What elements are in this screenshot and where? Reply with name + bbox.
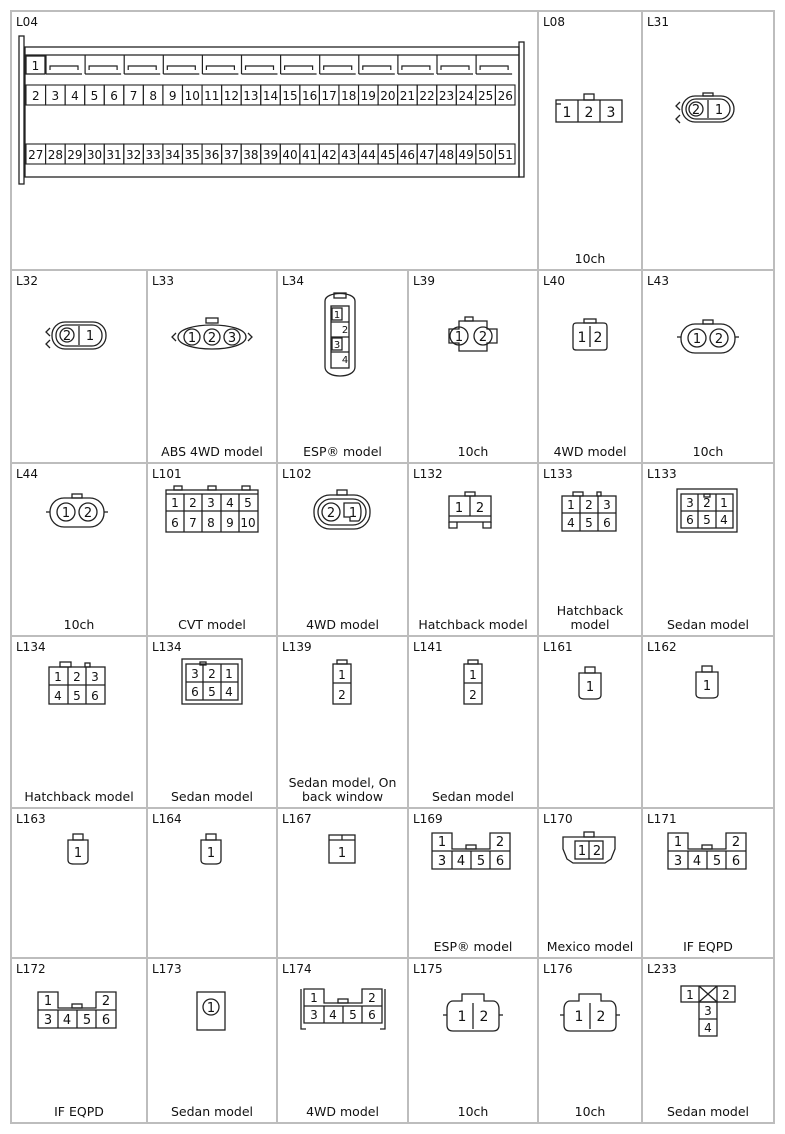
pin-label: 42 [321,148,337,162]
pin-label: 27 [28,148,44,162]
connector-code: L101 [152,467,182,481]
pin-label: 2 [31,89,40,103]
connector-L172-icon [12,959,146,1122]
pin-label: 4 [720,513,728,527]
pin-label: 1 [206,1001,216,1016]
connector-L134-sedan-icon [148,637,276,807]
connector-code: L102 [282,467,312,481]
cell-L175 [409,959,537,1122]
connector-L134-hatchback-icon [12,637,146,807]
pin-label: 23 [438,89,455,103]
pin-label: 49 [458,148,474,162]
pin-label: 3 [704,1004,712,1018]
cell-L163 [12,809,146,957]
pin-label: 2 [479,1009,489,1025]
pin-label: 2 [731,835,741,850]
connector-L39-icon [409,271,537,462]
pin-label: 2 [722,988,730,1002]
pin-label: 30 [86,148,103,162]
cell-L101 [148,464,276,635]
connector-caption: 4WD model [306,1104,379,1119]
pin-label: 4 [704,1021,712,1035]
pin-label: 28 [47,148,63,162]
connector-code: L139 [282,640,312,654]
cell-L171 [643,809,773,957]
caption-line: Sedan model, On [288,775,397,790]
pin-label: 13 [243,89,259,103]
pin-label: 1 [720,496,728,510]
connector-code: L164 [152,812,182,826]
pin-label: 2 [478,330,488,345]
connector-code: L161 [543,640,573,654]
cell-L43 [643,271,773,462]
pin-label: 8 [149,89,157,103]
connector-caption [280,776,405,804]
cell-L167 [278,809,407,957]
pin-label: 4 [341,355,349,366]
cell-L04 [12,12,537,269]
pin-label: 2 [62,329,72,344]
pin-label: 4 [54,689,62,703]
pin-label: 2 [73,670,81,684]
pin-label: 1 [585,680,595,695]
pin-label: 46 [399,148,416,162]
pin-label: 10 [240,516,256,530]
cell-L172 [12,959,146,1122]
pin-label: 6 [603,516,611,530]
cell-L133-sedan [643,464,773,635]
pin-label: 48 [438,148,455,162]
pin-label: 2 [593,330,603,346]
connector-caption: ESP® model [303,444,382,459]
connector-L132-icon [409,464,537,635]
pin-label: 3 [603,498,611,512]
connector-L101-icon [148,464,276,635]
latch-notch [206,66,234,70]
pin-label: 3 [606,105,616,121]
connector-L164-icon [148,809,276,957]
pin-label: 1 [673,835,683,850]
pin-label: 2 [368,991,376,1005]
pin-label: 2 [714,332,724,347]
caption-line: back window [301,789,384,804]
pin-label: 51 [497,148,513,162]
latch-notch [480,66,508,70]
pin-label: 1 [577,330,587,346]
cell-L169 [409,809,537,957]
pin-label: 1 [469,668,477,682]
pin-label: 2 [189,496,197,510]
pin-label: 1 [333,310,341,321]
connector-code: L39 [413,274,435,288]
caption-line: model [570,617,610,632]
pin-label: 4 [567,516,575,530]
connector-code: L141 [413,640,443,654]
pin-label: 2 [585,498,593,512]
pin-label: 47 [419,148,435,162]
pin-label: 25 [478,89,494,103]
connector-L44-icon [12,464,146,635]
pin-label: 5 [90,89,99,103]
pin-label: 6 [110,89,118,103]
pin-label: 10 [184,89,200,103]
connector-L175-icon [409,959,537,1122]
pin-label: 4 [225,685,233,699]
pin-label: 6 [731,854,741,869]
connector-L167-icon [278,809,407,957]
connector-code: L133 [543,467,573,481]
pin-label: 14 [262,89,279,103]
connector-code: L170 [543,812,573,826]
connector-caption: 10ch [692,444,724,459]
connector-code: L176 [543,962,573,976]
latch-notch [50,66,78,70]
pin-label: 1 [61,506,71,521]
connector-L170-icon [539,809,641,957]
connector-L174-icon [278,959,407,1122]
pin-label: 45 [380,148,396,162]
connector-L133-sedan-icon [643,464,773,635]
pin-label: 21 [399,89,416,103]
pin-label: 1 [454,330,464,345]
pin-label: 1 [54,670,62,684]
pin-label: 1 [338,668,346,682]
pin-label: 1 [73,846,83,861]
connector-caption: IF EQPD [54,1104,104,1119]
cell-L32 [12,271,146,462]
pin-label: 1 [85,329,95,344]
pin-label: 2 [83,506,93,521]
connector-code: L171 [647,812,677,826]
pin-label: 11 [204,89,220,103]
cell-L31 [643,12,773,269]
pin-label: 2 [475,501,485,516]
connector-code: L44 [16,467,38,481]
cell-L44 [12,464,146,635]
connector-caption: Hatchback model [418,617,528,632]
pin-label: 6 [101,1013,111,1028]
pin-label: 2 [101,994,111,1009]
cell-L173 [148,959,276,1122]
connector-code: L162 [647,640,677,654]
connector-caption: Hatchback model [24,789,134,804]
pin-label: 1 [567,498,575,512]
pin-label: 2 [338,688,346,702]
cell-L162 [643,637,773,807]
connector-caption: 10ch [457,444,489,459]
cell-L40 [539,271,641,462]
pin-label: 2 [326,506,336,521]
cell-L139 [278,637,407,807]
pin-label: 1 [714,103,724,118]
pin-label: 1 [31,59,40,73]
pin-label: 1 [577,844,587,859]
connector-code: L172 [16,962,46,976]
pin-label: 1 [692,332,702,347]
cell-L102 [278,464,407,635]
pin-label: 20 [380,89,396,103]
pin-label: 1 [171,496,179,510]
pin-label: 36 [204,148,220,162]
pin-label: 5 [349,1008,357,1022]
pin-label: 3 [333,340,341,351]
connector-code: L233 [647,962,677,976]
cell-L174 [278,959,407,1122]
latch-notch [128,66,156,70]
connector-caption: 10ch [574,251,606,266]
connector-L176-icon [539,959,641,1122]
pin-label: 33 [145,148,161,162]
pin-label: 2 [584,105,594,121]
pin-label: 35 [184,148,200,162]
pin-label: 3 [227,331,237,346]
pin-label: 41 [301,148,318,162]
connector-code: L08 [543,15,565,29]
connector-caption: Sedan model [170,789,254,804]
pin-label: 1 [225,667,233,681]
pin-label: 3 [207,496,215,510]
connector-code: L133 [647,467,677,481]
pin-label: 44 [360,148,376,162]
connector-code: L31 [647,15,669,29]
connector-caption: Sedan model [666,1104,750,1119]
pin-label: 1 [457,1009,467,1025]
pin-label: 3 [51,89,60,103]
pin-label: 1 [43,994,53,1009]
pin-label: 5 [712,854,722,869]
cell-L164 [148,809,276,957]
connector-L34-icon [278,271,407,462]
cell-L170 [539,809,641,957]
pin-label: 4 [62,1013,72,1028]
connector-code: L43 [647,274,669,288]
connector-caption: ABS 4WD model [161,444,263,459]
connector-code: L132 [413,467,443,481]
connector-code: L173 [152,962,182,976]
pin-label: 3 [310,1008,318,1022]
pin-label: 3 [91,670,99,684]
connector-code: L34 [282,274,304,288]
connector-caption: 10ch [457,1104,489,1119]
pin-label: 7 [189,516,197,530]
pin-label: 24 [458,89,474,103]
connector-caption: Sedan model [431,789,515,804]
pin-label: 22 [419,89,435,103]
pin-label: 15 [282,89,298,103]
connector-L171-icon [643,809,773,957]
cell-L08 [539,12,641,269]
cell-L134-sedan [148,637,276,807]
connector-L169-icon [409,809,537,957]
pin-label: 18 [341,89,357,103]
connector-L161-icon [539,637,641,807]
pin-label: 40 [282,148,298,162]
connector-caption: ESP® model [433,939,513,954]
cell-L132 [409,464,537,635]
pin-label: 34 [165,148,181,162]
pin-label: 5 [208,685,216,699]
pin-label: 6 [91,689,99,703]
connector-caption [541,604,639,632]
connector-L40-icon [539,271,641,462]
connector-L08-icon [539,12,641,269]
pin-label: 19 [360,89,376,103]
pin-label: 1 [206,846,216,861]
latch-notch [441,66,469,70]
pin-label: 17 [321,89,337,103]
connector-L31-icon [643,12,773,269]
pin-label: 3 [673,854,683,869]
connector-caption: IF EQPD [683,939,733,954]
connector-L233-icon [643,959,773,1122]
pin-label: 1 [702,679,712,694]
connector-code: L40 [543,274,565,288]
cell-L34 [278,271,407,462]
pin-label: 1 [574,1009,584,1025]
pin-label: 4 [692,854,702,869]
pin-label: 1 [562,105,572,121]
connector-caption: Mexico model [546,939,634,954]
cell-L141 [409,637,537,807]
pin-label: 6 [368,1008,376,1022]
pin-label: 5 [73,689,81,703]
latch-notch [324,66,352,70]
pin-label: 2 [592,844,602,859]
pin-label: 38 [243,148,259,162]
connector-code: L175 [413,962,443,976]
pin-label: 1 [437,835,447,850]
pin-label: 7 [129,89,138,103]
cell-L133-hatchback [539,464,641,635]
pin-label: 2 [469,688,477,702]
connector-caption: CVT model [178,617,246,632]
pin-label: 1 [337,846,347,861]
pin-label: 31 [106,148,122,162]
connector-code: L134 [152,640,182,654]
connector-code: L163 [16,812,46,826]
pin-label: 6 [171,516,179,530]
pin-label: 5 [82,1013,92,1028]
pin-label: 3 [43,1013,53,1028]
pin-label: 16 [301,89,318,103]
pin-label: 1 [187,331,197,346]
connector-caption: Sedan model [666,617,750,632]
latch-notch [167,66,195,70]
pin-label: 2 [341,325,349,336]
pin-label: 29 [67,148,83,162]
pin-label: 2 [208,667,216,681]
connector-caption: 10ch [574,1104,606,1119]
connector-code: L174 [282,962,312,976]
pin-label: 43 [341,148,357,162]
cell-L233 [643,959,773,1122]
cell-L161 [539,637,641,807]
connector-code: L04 [16,15,38,29]
latch-notch [285,66,313,70]
pin-label: 3 [686,496,694,510]
pin-label: 2 [703,496,711,510]
pin-label: 2 [691,103,701,118]
pin-label: 12 [223,89,240,103]
pin-label: 2 [596,1009,606,1025]
connector-code: L167 [282,812,312,826]
connector-caption: 10ch [63,617,95,632]
pin-label: 1 [310,991,318,1005]
pin-label: 39 [262,148,279,162]
latch-notch [363,66,391,70]
connector-code: L169 [413,812,443,826]
pin-label: 5 [244,496,252,510]
pin-label: 2 [495,835,505,850]
pin-label: 4 [329,1008,337,1022]
connector-L173-icon [148,959,276,1122]
latch-notch [402,66,430,70]
pin-label: 26 [497,89,513,103]
connector-L102-icon [278,464,407,635]
connector-caption: 4WD model [553,444,627,459]
connector-caption: 4WD model [306,617,379,632]
pin-label: 6 [191,685,199,699]
connector-L33-icon [148,271,276,462]
connector-code: L32 [16,274,38,288]
pin-label: 4 [456,854,466,869]
pin-label: 9 [168,89,177,103]
pin-label: 9 [226,516,234,530]
pin-label: 3 [437,854,447,869]
pin-label: 8 [207,516,215,530]
pin-label: 3 [191,667,199,681]
connector-L162-icon [643,637,773,807]
cell-L134-hatchback [12,637,146,807]
connector-L141-icon [409,637,537,807]
connector-L163-icon [12,809,146,957]
connector-caption: Sedan model [170,1104,254,1119]
pin-label: 5 [703,513,711,527]
pin-label: 1 [348,506,358,521]
latch-notch [89,66,117,70]
connector-L04-icon [12,12,537,269]
pin-label: 2 [207,331,217,346]
pin-label: 4 [226,496,234,510]
connector-L43-icon [643,271,773,462]
cell-L39 [409,271,537,462]
pin-label: 4 [71,89,79,103]
connector-code: L134 [16,640,46,654]
connector-L32-icon [12,271,146,462]
latch-notch [246,66,274,70]
pin-label: 6 [686,513,694,527]
pin-label: 50 [478,148,494,162]
pin-label: 1 [686,988,694,1002]
cell-L176 [539,959,641,1122]
pin-label: 37 [223,148,240,162]
caption-line: Hatchback [556,603,624,618]
pin-label: 6 [495,854,505,869]
pin-label: 32 [125,148,142,162]
pin-label: 5 [476,854,486,869]
pin-label: 5 [585,516,593,530]
connector-code: L33 [152,274,174,288]
cell-L33 [148,271,276,462]
pin-label: 1 [454,501,464,516]
